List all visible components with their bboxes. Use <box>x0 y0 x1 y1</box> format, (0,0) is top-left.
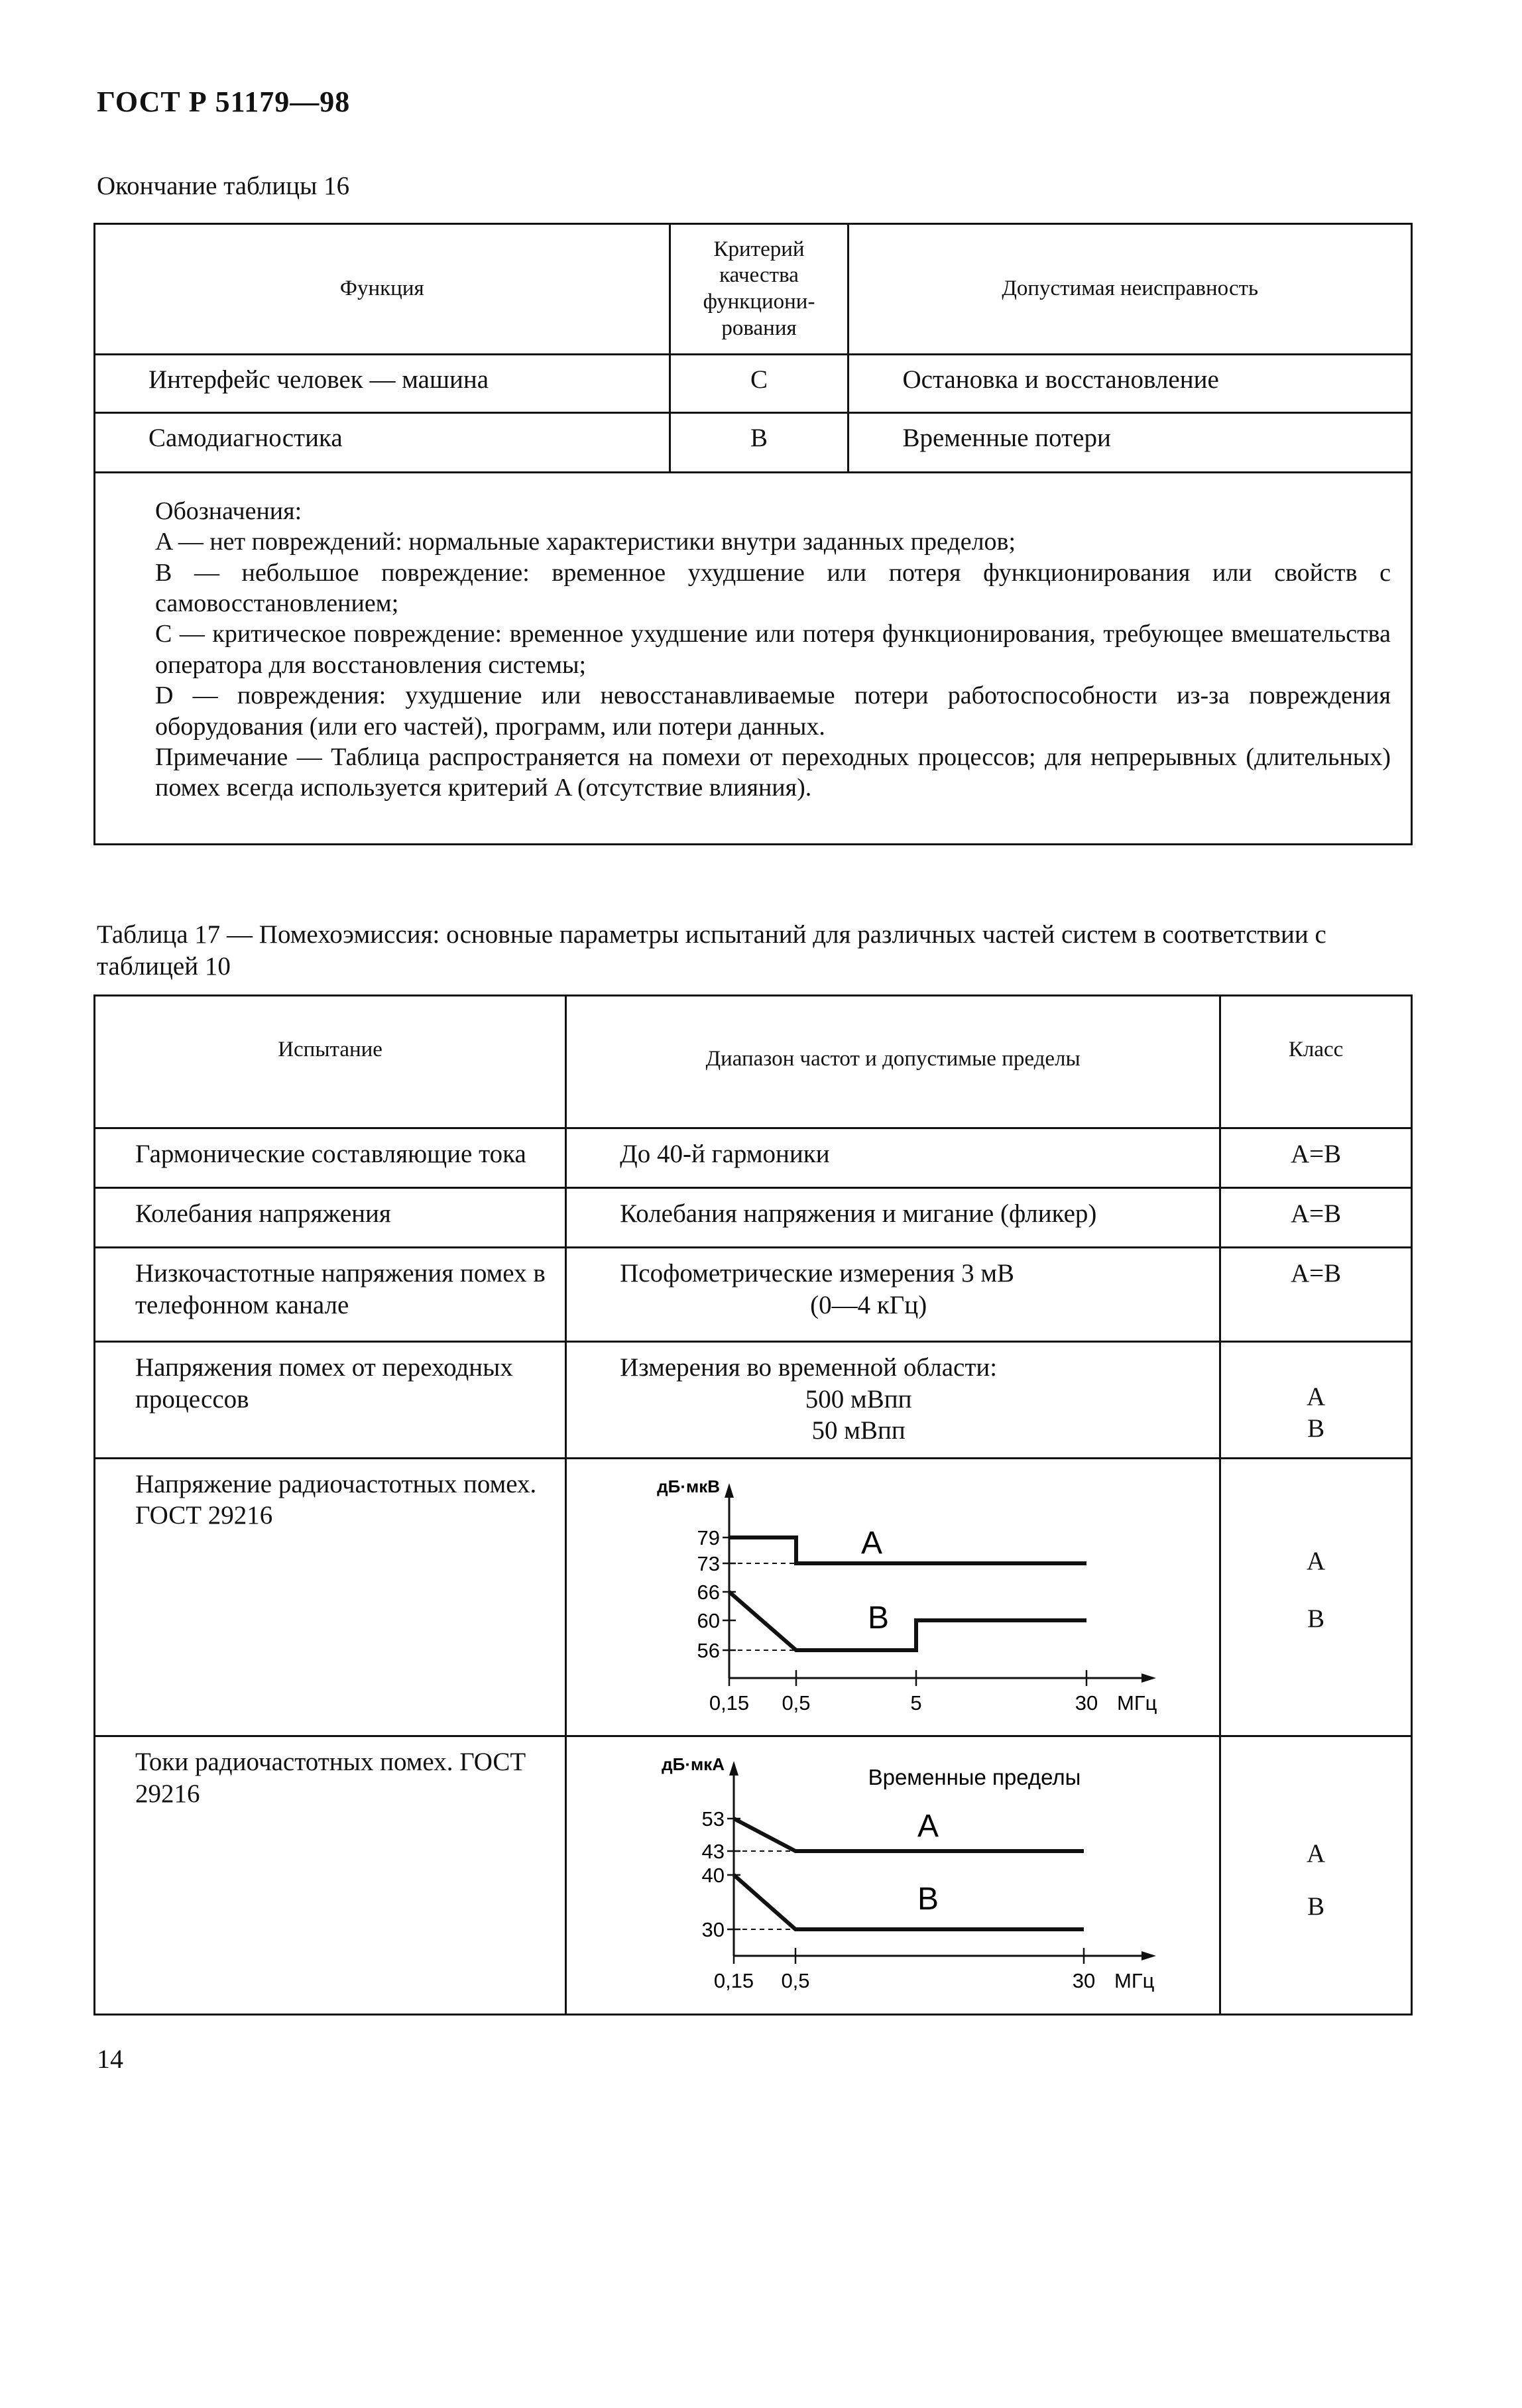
x-tick-label: 5 <box>910 1691 922 1715</box>
y-tick-label: 79 <box>697 1526 721 1549</box>
t17-cell: Колебания напряжения <box>95 1188 566 1248</box>
t17-header-class: Класс <box>1220 996 1412 1128</box>
series-label-B: B <box>917 1882 939 1917</box>
t17-cell: Напряжение радиочастотных помех. ГОСТ 29216 <box>95 1458 566 1736</box>
y-axis-label: дБ·мкВ <box>657 1476 721 1496</box>
table17-caption: Таблица 17 — Помехоэмиссия: основные параметры испытаний для различных частей систем в соответствии с таблицей 10 <box>97 920 1326 981</box>
y-tick-label: 66 <box>697 1580 721 1604</box>
t16-cell: B <box>670 413 849 473</box>
t17-header-test: Испытание <box>95 996 566 1128</box>
t17-cell: A=B <box>1220 1188 1412 1248</box>
t17-cell: Напряжения помех от переходных процессов <box>95 1342 566 1459</box>
t17-header-range: Диапазон частот и допустимые пределы <box>566 996 1220 1128</box>
t16-notes-row <box>95 473 1412 845</box>
x-tick-label: 0,5 <box>782 1691 811 1715</box>
t17-cell <box>1220 1342 1412 1459</box>
y-tick-label: 53 <box>701 1807 725 1831</box>
t17-cell <box>1220 1458 1412 1736</box>
t16-header-fault: Допустимая неисправность <box>849 224 1412 355</box>
series-label-A: A <box>917 1809 939 1844</box>
note-line: Обозначения: <box>155 497 302 525</box>
t17-class-line: B <box>1307 1604 1325 1634</box>
t17-range-line: (0—4 кГц) <box>810 1290 927 1319</box>
y-tick-label: 73 <box>697 1551 721 1575</box>
t17-class-line: A <box>1306 1546 1326 1575</box>
table-row <box>95 1188 1412 1248</box>
t16-header-function: Функция <box>95 224 670 355</box>
x-tick-label: 0,5 <box>781 1969 810 1993</box>
y-axis-label: дБ·мкА <box>662 1754 725 1775</box>
series-line-B <box>734 1875 1084 1929</box>
t17-range-line: 500 мВпп <box>805 1384 912 1414</box>
t17-class-line: A <box>1306 1839 1326 1868</box>
x-tick-label: 30 <box>1072 1969 1096 1993</box>
table-row <box>95 1458 1412 1736</box>
t17-class-line: B <box>1307 1892 1325 1921</box>
table-17 <box>93 994 1413 2016</box>
document-header: ГОСТ Р 51179—98 <box>97 86 351 118</box>
t17-cell: Гармонические составляющие тока <box>95 1128 566 1188</box>
x-axis-arrow <box>1142 1951 1156 1960</box>
t16-cell: Остановка и восстановление <box>849 355 1412 413</box>
t17-cell: Токи радиочастотных помех. ГОСТ 29216 <box>95 1736 566 2015</box>
table-row <box>95 1248 1412 1342</box>
y-tick-label: 30 <box>701 1918 725 1942</box>
t16-cell: Самодиагностика <box>95 413 670 473</box>
y-tick-label: 56 <box>697 1638 721 1662</box>
t16-cell: C <box>670 355 849 413</box>
table-row <box>95 1342 1412 1459</box>
t17-cell: A=B <box>1220 1248 1412 1342</box>
series-label-A: A <box>861 1525 883 1561</box>
series-label-B: B <box>868 1600 890 1636</box>
t17-cell: Колебания напряжения и мигание (фликер) <box>566 1188 1220 1248</box>
y-axis-arrow <box>725 1483 734 1498</box>
table-row <box>95 413 1412 473</box>
series-line-A <box>729 1537 1086 1563</box>
t17-chart-cell-voltage <box>566 1458 1220 1736</box>
table-row <box>95 355 1412 413</box>
y-tick-label: 43 <box>701 1840 725 1864</box>
table16-caption: Окончание таблицы 16 <box>97 172 350 200</box>
t17-cell <box>1220 1736 1412 2015</box>
y-tick-label: 60 <box>697 1608 721 1632</box>
y-axis-arrow <box>729 1761 738 1776</box>
t17-range-line: Псофометрические измерения 3 мВ <box>620 1259 1015 1288</box>
t17-cell <box>566 1248 1220 1342</box>
t17-cell: Низкочастотные напряжения помех в телефонном канале <box>95 1248 566 1342</box>
rf-current-chart <box>567 1737 1219 2006</box>
note-line: C — критическое повреждение: временное ухудшение или потеря функционирования, требующее вмешательства оператора для восстановления системы; <box>155 620 1391 679</box>
t17-chart-cell-current <box>566 1736 1220 2015</box>
x-axis-label: МГц <box>1114 1969 1155 1993</box>
table-16 <box>93 223 1413 845</box>
t17-cell: A=B <box>1220 1128 1412 1188</box>
t16-notes <box>95 473 1412 845</box>
series-line-A <box>734 1819 1084 1851</box>
x-tick-label: 0,15 <box>713 1969 754 1993</box>
t17-range-line: 50 мВпп <box>811 1416 906 1445</box>
table-row <box>95 1128 1412 1188</box>
t16-cell: Временные потери <box>849 413 1412 473</box>
chart-title: Временные пределы <box>868 1765 1081 1790</box>
x-axis-arrow <box>1142 1673 1156 1683</box>
note-line: B — небольшое повреждение: временное ухудшение или потеря функционирования или свойств с самовосстановлением; <box>155 558 1391 618</box>
table-row <box>95 1736 1412 2015</box>
x-tick-label: 0,15 <box>709 1691 750 1715</box>
t16-cell: Интерфейс человек — машина <box>95 355 670 413</box>
note-line: D — повреждения: ухудшение или невосстанавливаемые потери работоспособности из-за повреждения оборудования (или его частей), программ, или потери данных. <box>155 682 1391 741</box>
t17-range-line: Измерения во временной области: <box>620 1353 998 1382</box>
note-line: A — нет повреждений: нормальные характеристики внутри заданных пределов; <box>155 528 1016 556</box>
t17-cell <box>566 1342 1220 1459</box>
x-axis-label: МГц <box>1117 1691 1157 1715</box>
x-tick-label: 30 <box>1075 1691 1098 1715</box>
page-number: 14 <box>97 2044 123 2074</box>
note-line: Примечание — Таблица распространяется на помехи от переходных процессов; для непрерывных (длительных) помех всегда используется критерий A (отсутствие влияния). <box>155 743 1391 802</box>
t17-class-line: B <box>1307 1414 1325 1443</box>
rf-voltage-chart <box>567 1459 1219 1728</box>
t17-class-line: A <box>1306 1382 1326 1411</box>
series-line-B <box>729 1592 1086 1650</box>
t17-cell: До 40-й гармоники <box>566 1128 1220 1188</box>
t16-header-criterion: Критерий качества функциони-рования <box>670 224 849 355</box>
y-tick-label: 40 <box>701 1864 725 1888</box>
